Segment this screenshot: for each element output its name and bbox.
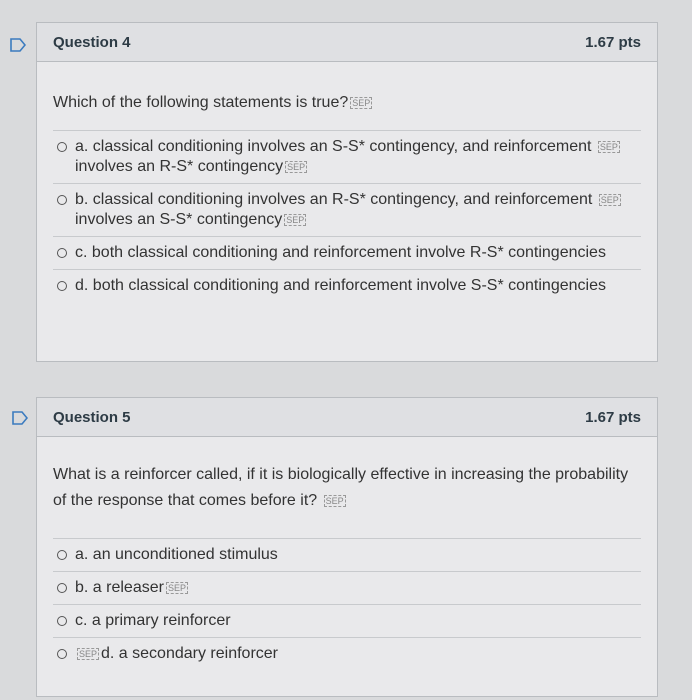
- radio-icon[interactable]: [57, 142, 67, 152]
- sep-glyph: SEP: [599, 141, 618, 152]
- question-points: 1.67 pts: [585, 33, 641, 51]
- question-prompt: What is a reinforcer called, if it is biologically effective in increasing the probability of the response that comes before it? SEP: [53, 466, 629, 509]
- answer-label: SEP d. a secondary reinforcer: [79, 645, 278, 662]
- flag-question-4-icon[interactable]: [10, 38, 26, 52]
- sep-glyph: SEP: [325, 495, 344, 506]
- sep-glyph: SEP: [167, 582, 186, 593]
- sep-glyph: SEP: [352, 97, 371, 108]
- question-4-card: [36, 22, 658, 362]
- sep-glyph: SEP: [287, 161, 306, 172]
- question-5-card: [36, 397, 658, 697]
- answer-option-a[interactable]: [53, 131, 641, 184]
- radio-icon[interactable]: [57, 583, 67, 593]
- answer-label: c. a primary reinforcer: [75, 612, 231, 629]
- question-prompt: Which of the following statements is true? SEP: [53, 94, 371, 111]
- radio-icon[interactable]: [57, 616, 67, 626]
- answer-option-c[interactable]: [53, 237, 641, 270]
- question-5-header: [37, 398, 657, 437]
- question-points: 1.67 pts: [585, 408, 641, 426]
- radio-icon[interactable]: [57, 281, 67, 291]
- flag-question-5-icon[interactable]: [12, 411, 28, 425]
- answer-label: d. both classical conditioning and reinforcement involve S-S* contingencies: [75, 277, 606, 294]
- answer-option-d[interactable]: [53, 638, 641, 670]
- sep-glyph: SEP: [79, 648, 98, 659]
- answer-list: [53, 538, 641, 670]
- answer-list: [53, 130, 641, 302]
- answer-label: a. classical conditioning involves an S-S* contingency, and reinforcement SEPinvolves an R-S* contingency SEP: [75, 138, 618, 175]
- sep-glyph: SEP: [286, 214, 305, 225]
- answer-option-d[interactable]: [53, 270, 641, 302]
- answer-label: a. an unconditioned stimulus: [75, 546, 278, 563]
- question-title: Question 4: [53, 33, 131, 51]
- radio-icon[interactable]: [57, 195, 67, 205]
- answer-label: c. both classical conditioning and reinforcement involve R-S* contingencies: [75, 244, 606, 261]
- answer-option-b[interactable]: [53, 184, 641, 237]
- answer-label: b. a releaser SEP: [75, 579, 186, 596]
- answer-label: b. classical conditioning involves an R-S* contingency, and reinforcement SEPinvolves an S-S* contingency SEP: [75, 191, 619, 228]
- answer-option-b[interactable]: [53, 572, 641, 605]
- question-4-header: [37, 23, 657, 62]
- radio-icon[interactable]: [57, 649, 67, 659]
- sep-glyph: SEP: [600, 194, 619, 205]
- radio-icon[interactable]: [57, 248, 67, 258]
- answer-option-c[interactable]: [53, 605, 641, 638]
- answer-option-a[interactable]: [53, 539, 641, 572]
- question-title: Question 5: [53, 408, 131, 426]
- radio-icon[interactable]: [57, 550, 67, 560]
